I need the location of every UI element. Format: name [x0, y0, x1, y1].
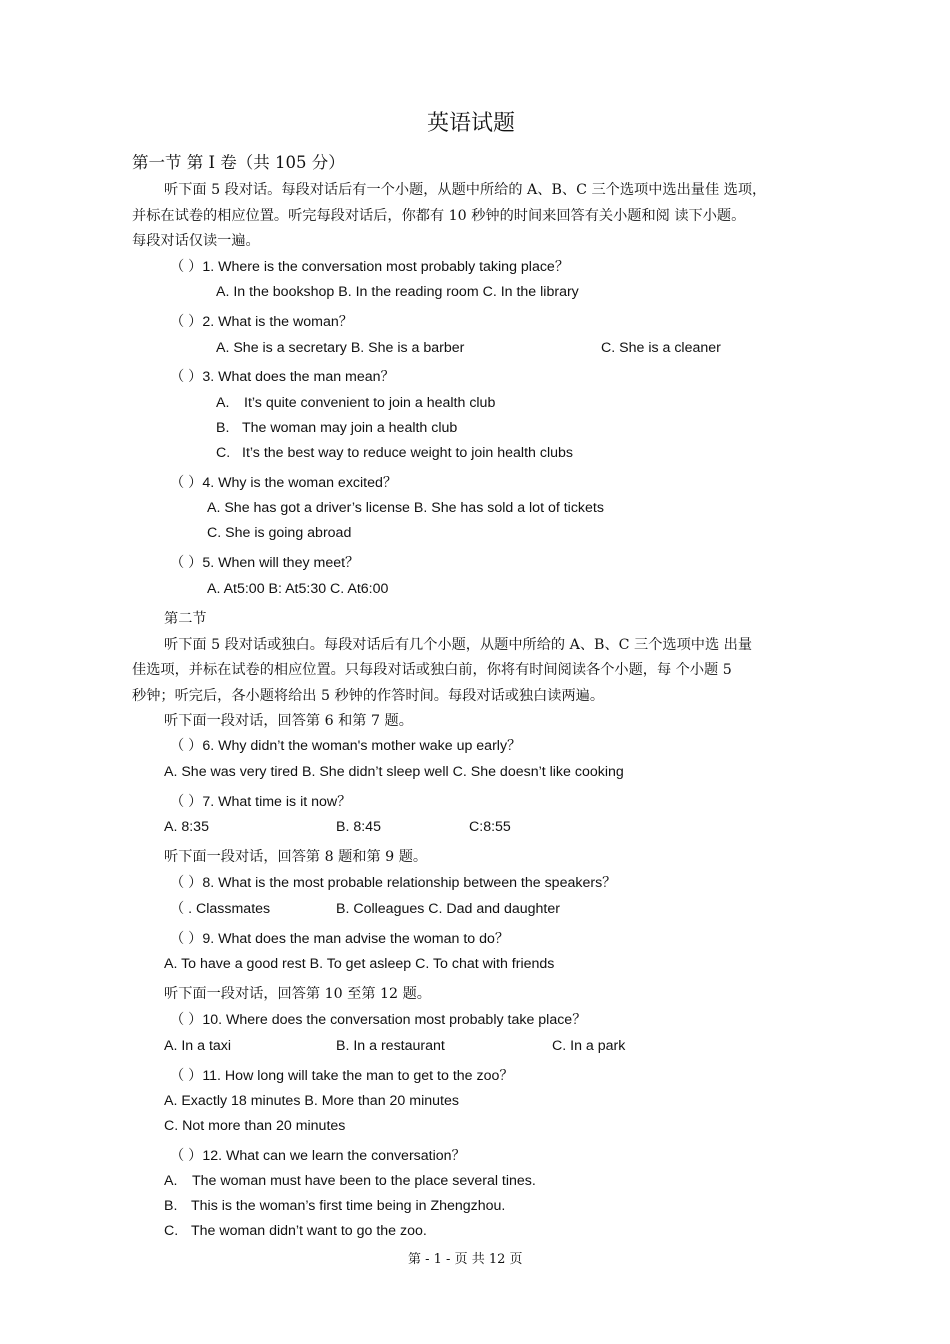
page-title: 英语试题: [427, 111, 516, 136]
question-2-options-ab: A. She is a secretary B. She is a barber: [216, 340, 465, 356]
question-3-stem: （ ）3. What does the man mean？: [170, 369, 395, 385]
question-4-stem: （ ）4. Why is the woman excited？: [170, 475, 398, 491]
question-3-option-a-letter: A.: [216, 395, 230, 411]
question-10-option-b: B. In a restaurant: [336, 1038, 445, 1054]
section-1-instructions-line-2: 并标在试卷的相应位置。听完每段对话后，你都有 10 秒钟的时间来回答有关小题和阅 读下小题。: [132, 208, 746, 224]
page-footer: 第 - 1 - 页 共 12 页: [408, 1252, 523, 1267]
question-8-option-a: （ . Classmates: [170, 901, 271, 917]
question-6-stem: （ ）6. Why didn’t the woman's mother wake up early？: [170, 738, 522, 754]
question-6-options: A. She was very tired B. She didn’t sleep well C. She doesn’t like cooking: [164, 764, 624, 780]
section-2-instructions-line-2: 佳选项，并标在试卷的相应位置。只每段对话或独白前，你将有时间阅读各个小题，每 个小题 5: [132, 662, 732, 678]
question-11-option-c: C. Not more than 20 minutes: [164, 1118, 346, 1134]
question-10-option-c: C. In a park: [552, 1038, 626, 1054]
question-7-option-a: A. 8:35: [164, 819, 209, 835]
section-1-heading: 第一节 第 I 卷（共 105 分）: [132, 153, 345, 172]
question-2-option-c: C. She is a cleaner: [601, 340, 721, 356]
question-8-options-bc: B. Colleagues C. Dad and daughter: [336, 901, 560, 917]
question-12-option-b-letter: B.: [164, 1198, 178, 1214]
question-9-options: A. To have a good rest B. To get asleep C. To chat with friends: [164, 956, 555, 972]
question-12-option-a-letter: A.: [164, 1173, 178, 1189]
question-4-options-ab: A. She has got a driver’s license B. She has sold a lot of tickets: [207, 500, 604, 516]
section-1-instructions-line-3: 每段对话仅读一遍。: [132, 233, 260, 249]
section-2-heading: 第二节: [164, 611, 207, 627]
question-12-stem: （ ）12. What can we learn the conversation？: [170, 1148, 466, 1164]
section-2-instructions-line-3: 秒钟；听完后，各小题将给出 5 秒钟的作答时间。每段对话或独白读两遍。: [132, 688, 605, 704]
question-11-stem: （ ）11. How long will take the man to get to the zoo？: [170, 1068, 514, 1084]
question-5-stem: （ ）5. When will they meet？: [170, 555, 360, 571]
group-1-intro: 听下面一段对话，回答第 6 和第 7 题。: [164, 713, 413, 729]
question-7-stem: （ ）7. What time is it now？: [170, 794, 352, 810]
question-3-option-b-letter: B.: [216, 420, 230, 436]
question-5-options: A. At5:00 B: At5:30 C. At6:00: [207, 581, 389, 597]
question-9-stem: （ ）9. What does the man advise the woman to do？: [170, 931, 510, 947]
question-2-stem: （ ）2. What is the woman？: [170, 314, 353, 330]
question-12-option-c-text: The woman didn’t want to go the zoo.: [191, 1223, 427, 1239]
question-7-option-c: C:8:55: [469, 819, 511, 835]
question-3-option-a-text: It’s quite convenient to join a health club: [244, 395, 496, 411]
question-1-stem: （ ）1. Where is the conversation most probably taking place？: [170, 259, 570, 275]
question-10-stem: （ ）10. Where does the conversation most probably take place？: [170, 1012, 587, 1028]
question-12-option-b-text: This is the woman’s first time being in Zhengzhou.: [191, 1198, 506, 1214]
question-3-option-c-letter: C.: [216, 445, 231, 461]
question-4-option-c: C. She is going abroad: [207, 525, 352, 541]
question-11-options-ab: A. Exactly 18 minutes B. More than 20 minutes: [164, 1093, 459, 1109]
question-1-options: A. In the bookshop B. In the reading room C. In the library: [216, 284, 579, 300]
question-3-option-c-text: It’s the best way to reduce weight to join health clubs: [242, 445, 573, 461]
section-1-instructions-line-1: 听下面 5 段对话。每段对话后有一个小题，从题中所给的 A、B、C 三个选项中选出量佳 选项，: [164, 182, 767, 198]
question-10-option-a: A. In a taxi: [164, 1038, 232, 1054]
question-12-option-a-text: The woman must have been to the place several tines.: [192, 1173, 536, 1189]
group-3-intro: 听下面一段对话，回答第 10 至第 12 题。: [164, 986, 431, 1002]
question-12-option-c-letter: C.: [164, 1223, 179, 1239]
section-2-instructions-line-1: 听下面 5 段对话或独白。每段对话后有几个小题，从题中所给的 A、B、C 三个选项中选 出量: [164, 637, 753, 653]
question-7-option-b: B. 8:45: [336, 819, 381, 835]
group-2-intro: 听下面一段对话，回答第 8 题和第 9 题。: [164, 849, 428, 865]
question-8-stem: （ ）8. What is the most probable relationship between the speakers？: [170, 875, 617, 891]
question-3-option-b-text: The woman may join a health club: [242, 420, 458, 436]
